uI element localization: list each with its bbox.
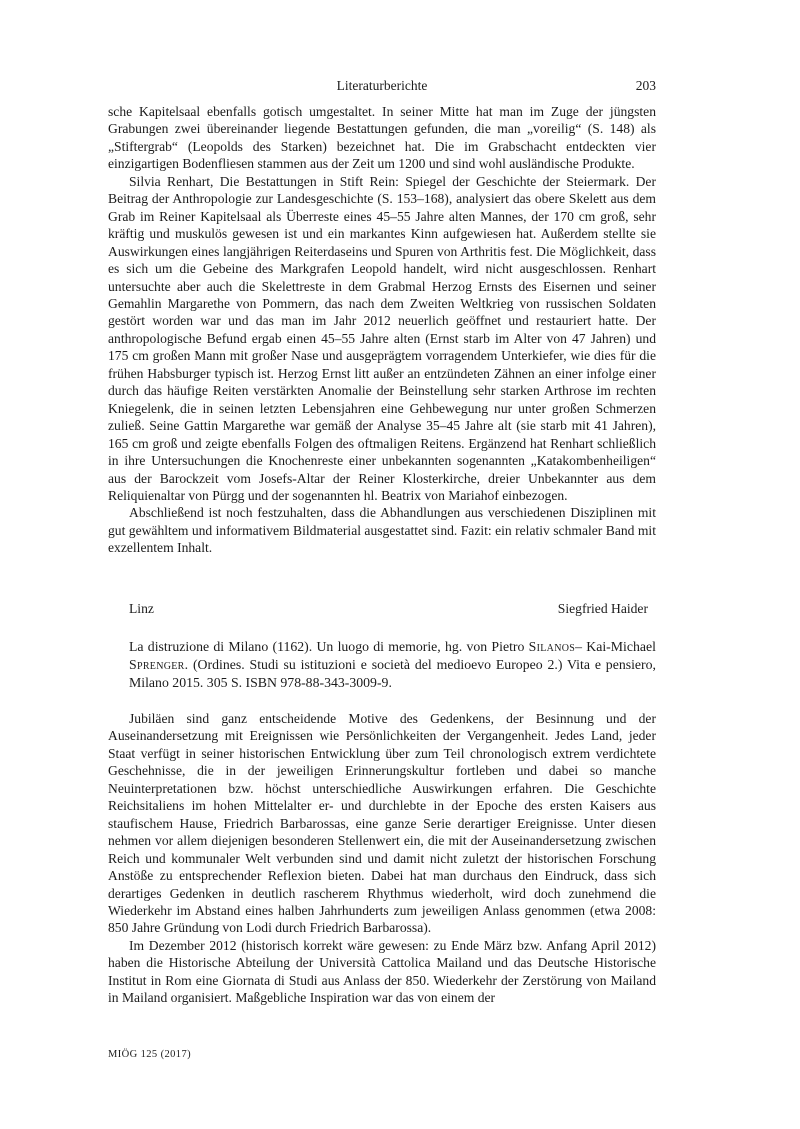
reviewer-place: Linz: [129, 601, 154, 616]
editor-name: Sprenger: [129, 657, 185, 672]
editor-name: Silanos: [528, 639, 576, 654]
paragraph: Silvia Renhart, Die Bestattungen in Stift Rein: Spiegel der Geschichte der Steiermark. Der Beitrag der Anthropologie zur Landesgeschichte (S. 153–168), analysiert das obere Skelett aus dem Grab im Reiner Kapitelsaal als Überreste eines 45–55 Jahre alten Mannes, der 170 cm groß, sehr kräftig und muskulös gewesen ist und ein markantes Kinn aufgewiesen hat. Außerdem stellte sie Auswirkungen eines langjährigen Reiterdaseins und Spuren von Arthritis fest. Die Möglichkeit, dass es sich um die Gebeine des Markgrafen Leopold handelt, wird nicht ausgeschlossen. Renhart untersuchte aber auch die Skelettreste in dem Grabmal Herzog Ernsts des Eisernen und seiner Gemahlin Margarethe von Pommern, das nach dem Zweiten Weltkrieg von russischen Soldaten gestört worden war und das man im Jahr 2012 neuerlich geöffnet und restauriert hatte. Der anthropologische Befund ergab einen 45–55 Jahre alten (Ernst starb im Alter von 47 Jahren) und 175 cm großen Mann mit großer Nase und ausgeprägtem vorragendem Unterkiefer, wie dies für die frühen Habsburger typisch ist. Herzog Ernst litt außer an entzündeten Zähnen an einer infolge einer durch das häufige Reiten verstärkten Anomalie der Beinstellung sehr starken Arthrose im rechten Kniegelenk, die in seinen letzten Lebensjahren eine Gehbewegung nur unter großen Schmerzen zuließ. Seine Gattin Margarethe war gemäß der Analyse 35–45 Jahre alt (sie starb mit 41 Jahren), 165 cm groß und zeigte ebenfalls Folgen des oftmaligen Reitens. Ergänzend hat Renhart schließlich in ihre Untersuchungen die Knochenreste einer unbekannten sogenannten „Katakombenheiligen“ aus der Barockzeit vom Josefs-Altar der Reiner Klosterkirche, dreier Unbekannter aus dem Reliquienaltar von Pürgg und der sogenannten hl. Beatrix von Mariahof einbezogen.: [108, 173, 656, 503]
heading-text: . (Ordines. Studi su istituzioni e società del medioevo Europeo 2.) Vita e pensiero, Milano 2015. 305 S. ISBN 978-88-343-3009-9.: [129, 657, 656, 690]
paragraph: Jubiläen sind ganz entscheidende Motive des Gedenkens, der Besinnung und der Auseinandersetzung mit Ereignissen wie Persönlichkeiten der Vergangenheit. Jedes Land, jeder Staat verfügt in seiner historischen Entwicklung über zum Teil chronologisch extrem verdichtete Geschehnisse, die in der jeweiligen Erinnerungskultur fortleben und dabei so manche Neuinterpretationen bzw. höchst unterschiedliche Auswirkungen erfahren. Die Geschichte Reichsitaliens im hohen Mittelalter er- und durchlebte in der Epoche des ersten Kaisers aus staufischem Hause, Friedrich Barbarossas, eine ganze Serie derartiger Ereignisse. Unter diesen nehmen vor allem diejenigen besonderen Stellenwert ein, die mit der Auseinandersetzung zwischen Reich und kommunaler Welt verbunden sind und damit nicht zuletzt der historischen Forschung Anstöße zu entsprechender Reflexion bieten. Dabei hat man durchaus den Eindruck, dass sich derartiges Gedenken in deutlich rascherem Rhythmus wiederholt, wird doch zunehmend die Wiederkehr im Abstand eines halben Jahrhunderts zum jeweiligen Anlass genommen (etwa 2008: 850 Jahre Gründung von Lodi durch Friedrich Barbarossa).: [108, 711, 656, 936]
review-bibliographic-heading: [129, 638, 656, 692]
review-body: [108, 710, 656, 1007]
page-number: 203: [635, 78, 656, 93]
paragraph: Abschließend ist noch festzuhalten, dass die Abhandlungen aus verschiedenen Disziplinen mit gut gewähltem und informativem Bildmaterial ausgestattet sind. Fazit: ein relativ schmaler Band mit exzellentem Inhalt.: [108, 505, 656, 556]
paragraph: sche Kapitelsaal ebenfalls gotisch umgestaltet. In seiner Mitte hat man im Zuge der jüngsten Grabungen zwei übereinander liegende Bestattungen gefunden, die man „voreilig“ (S. 148) als „Stiftergrab“ (Leopolds des Starken) bezeichnet hat. Die im Grabschacht entdeckten vier einzigartigen Bodenfliesen stammen aus der Zeit um 1200 und sind wohl ausländische Produkte.: [108, 104, 656, 172]
heading-text: La distruzione di Milano (1162). Un luogo di memorie, hg. von Pietro: [129, 639, 529, 654]
paragraph: Im Dezember 2012 (historisch korrekt wäre gewesen: zu Ende März bzw. Anfang April 2012) haben die Historische Abteilung der Università Cattolica Mailand und das Deutsche Historische Institut in Rom eine Giornata di Studi aus Anlass der 850. Wiederkehr der Zerstörung von Mailand in Mailand organisiert. Maßgebliche Inspiration war das von einem der: [108, 937, 656, 1006]
review-signoff: [129, 600, 648, 618]
heading-text: – Kai-Michael: [575, 639, 656, 654]
review-body-continued: [108, 103, 656, 557]
reviewer-name: Siegfried Haider: [557, 601, 648, 616]
running-head: [108, 78, 656, 96]
journal-footer: MIÖG 125 (2017): [108, 1049, 191, 1060]
running-head-title: Literaturberichte: [336, 78, 428, 93]
